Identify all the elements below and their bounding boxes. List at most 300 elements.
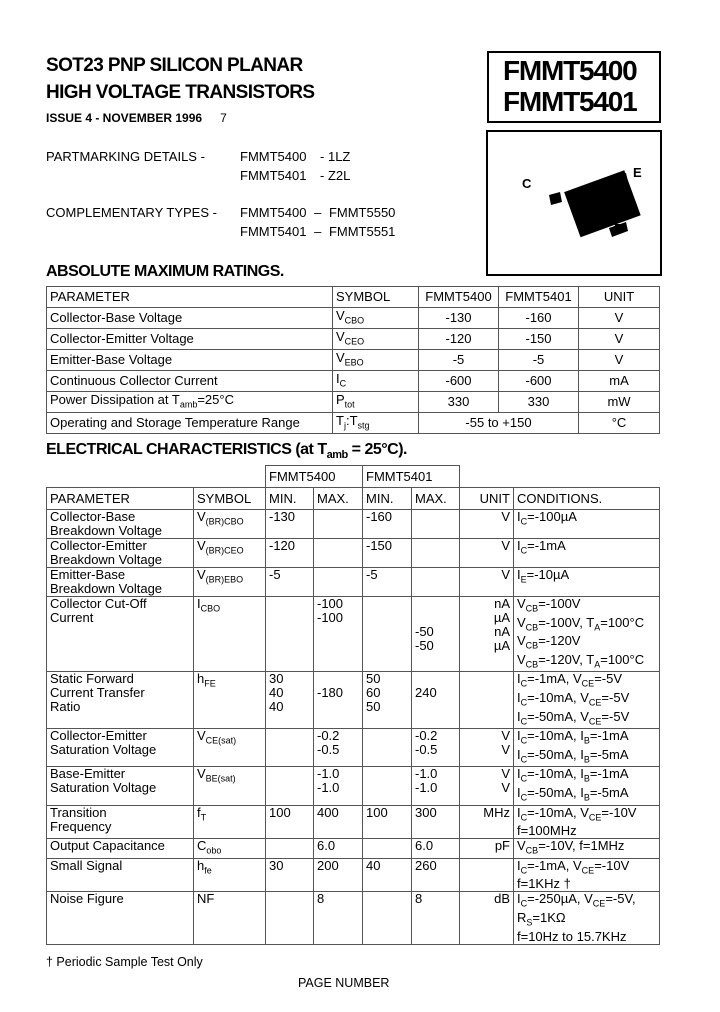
elec-min-5400 [266, 892, 314, 944]
condition-sub: C [520, 773, 528, 784]
elec-max-5401 [412, 858, 460, 892]
elec-h-max1: MAX. [314, 488, 363, 510]
condition-sub: CB [525, 640, 539, 651]
elec-title-sub: amb [326, 449, 348, 462]
condition-sub: CB [525, 659, 539, 670]
elec-param [47, 539, 194, 568]
elec-h-min1: MIN. [266, 488, 314, 510]
condition-sub: CB [525, 622, 539, 633]
elec-row [47, 767, 660, 805]
abs-value-5400: -600 [419, 371, 499, 392]
elec-h-unit: UNIT [460, 488, 514, 510]
elec-param [47, 729, 194, 767]
elec-param-line: Current [50, 610, 94, 625]
elec-max-5401-line [415, 672, 456, 686]
elec-min-5401-line: 100 [366, 804, 388, 820]
elec-unit [460, 672, 514, 729]
elec-param-line: Ratio [50, 699, 81, 715]
elec-conditions [514, 729, 660, 767]
elec-symbol [194, 839, 266, 859]
issue-line [46, 111, 227, 125]
condition-sub: B [583, 773, 590, 784]
elec-max-5400-line: 400 [317, 804, 339, 820]
condition-text: =-250µA, V [527, 891, 593, 907]
elec-param-line: Emitter-Base [50, 567, 126, 582]
elec-max-5401-line: -1.0 [415, 766, 438, 782]
partmarking-label: PARTMARKING DETAILS - [46, 149, 205, 164]
issue-text: ISSUE 4 - NOVEMBER 1996 [46, 111, 203, 125]
elec-min-5401 [363, 510, 412, 539]
condition-sub: E [520, 574, 527, 585]
abs-value-5400: -120 [419, 329, 499, 350]
footnote: † Periodic Sample Test Only [46, 955, 203, 969]
elec-min-5400-line: 40 [269, 685, 284, 701]
abs-unit: mA [579, 371, 660, 392]
abs-param [47, 371, 333, 392]
abs-h-5400: FMMT5400 [419, 287, 499, 308]
abs-unit: V [579, 308, 660, 329]
pin-b-label: B [614, 221, 624, 236]
condition-sub: C [520, 545, 528, 556]
symbol-sub: EBO [344, 357, 364, 368]
elec-max-5401-line [415, 597, 456, 611]
elec-max-5400 [314, 729, 363, 767]
condition-text: V [517, 596, 526, 611]
elec-unit [460, 767, 514, 805]
elec-unit-line: V [501, 509, 510, 524]
elec-param [47, 839, 194, 859]
elec-row [47, 672, 660, 729]
pm-sep-1: - [320, 149, 325, 164]
condition-sub: C [520, 735, 528, 746]
condition-sub: CE [588, 812, 602, 823]
condition-text: =100°C [600, 651, 645, 667]
abs-symbol [333, 392, 419, 413]
condition-text: =-1mA [527, 538, 566, 553]
elec-unit-line: V [501, 742, 510, 758]
elec-group-blank [47, 466, 266, 488]
elec-h-cond: CONDITIONS. [514, 488, 660, 510]
param-text: Continuous Collector Current [50, 373, 218, 388]
elec-conditions [514, 767, 660, 805]
symbol-main: I [336, 370, 340, 386]
elec-unit [460, 568, 514, 597]
elec-param-line: Collector-Emitter [50, 728, 147, 744]
elec-param-line: Static Forward [50, 671, 134, 687]
elec-min-5400 [266, 539, 314, 568]
elec-min-5401 [363, 767, 412, 805]
elec-param [47, 568, 194, 597]
param-tail: =25°C [197, 391, 234, 407]
condition-sub: CB [525, 845, 539, 856]
abs-unit: V [579, 350, 660, 371]
page-number: PAGE NUMBER [298, 976, 390, 990]
elec-min-5401 [363, 568, 412, 597]
comp-type-2: FMMT5551 [328, 224, 396, 239]
elec-max-5400 [314, 839, 363, 859]
condition-line [517, 616, 656, 635]
pin-c-label: C [522, 176, 532, 191]
abs-max-row [47, 350, 660, 371]
abs-value-5401: -150 [499, 329, 579, 350]
condition-text: I [517, 728, 521, 744]
symbol-main: V [197, 509, 206, 524]
elec-min-5400 [266, 568, 314, 597]
condition-line [517, 653, 656, 672]
condition-sub: B [583, 735, 590, 746]
condition-text: =-5V, [605, 891, 636, 907]
part-number-2: FMMT5401 [503, 86, 637, 117]
comp-part-2: FMMT5401 [240, 224, 307, 239]
elec-conditions [514, 568, 660, 597]
condition-text: f=10Hz to 15.7KHz [517, 928, 627, 944]
condition-text: I [517, 804, 521, 820]
elec-h-param: PARAMETER [47, 488, 194, 510]
symbol-sub: FE [204, 678, 216, 689]
condition-text: I [517, 671, 521, 687]
condition-text: =-50mA, V [527, 708, 589, 724]
elec-min-5401 [363, 892, 412, 944]
condition-sub: C [520, 898, 528, 909]
elec-param [47, 858, 194, 892]
elec-row [47, 892, 660, 944]
abs-param: Operating and Storage Temperature Range [47, 413, 333, 434]
elec-max-5400 [314, 767, 363, 805]
symbol-main: V [336, 349, 345, 365]
elec-conditions [514, 892, 660, 944]
symbol-sub: CBO [344, 315, 365, 326]
condition-sub: CB [525, 603, 539, 614]
elec-min-5401-line: -5 [366, 567, 378, 582]
elec-min-5401 [363, 729, 412, 767]
elec-min-5400-line: -5 [269, 567, 281, 582]
condition-text: I [517, 766, 521, 782]
elec-param-line: Breakdown Voltage [50, 523, 163, 538]
condition-sub: C [520, 812, 528, 823]
condition-text: =-10V, f=1MHz [538, 838, 625, 854]
elec-unit [460, 597, 514, 672]
elec-max-5400-line: 8 [317, 891, 325, 907]
symbol-sub: CBO [200, 603, 221, 614]
symbol-main: V [197, 567, 206, 582]
elec-max-5401 [412, 672, 460, 729]
condition-text: =-5mA [589, 746, 629, 762]
elec-unit-line: pF [494, 838, 510, 854]
condition-sub: C [520, 516, 528, 527]
condition-line [517, 597, 656, 616]
title-line-1: SOT23 PNP SILICON PLANAR [46, 55, 303, 76]
condition-text: =-5V [601, 708, 630, 724]
symbol-main: h [197, 857, 205, 873]
elec-min-5401-line: 50 [366, 699, 381, 715]
elec-max-5400-line: -0.2 [317, 728, 340, 744]
complementary-label: COMPLEMENTARY TYPES - [46, 205, 217, 220]
abs-max-title: ABSOLUTE MAXIMUM RATINGS. [46, 263, 284, 280]
abs-value-5401: -5 [499, 350, 579, 371]
pm-code-2: Z2L [327, 168, 351, 183]
elec-min-5401 [363, 839, 412, 859]
abs-symbol [333, 413, 419, 434]
elec-param [47, 672, 194, 729]
elec-h-symbol: SYMBOL [194, 488, 266, 510]
elec-min-5400 [266, 597, 314, 672]
elec-min-5400-line: 100 [269, 804, 291, 820]
elec-unit-line: MHz [483, 804, 510, 820]
comp-part-1: FMMT5400 [240, 205, 307, 220]
abs-max-row [47, 392, 660, 413]
elec-param-line: Saturation Voltage [50, 742, 157, 758]
condition-text: =-5mA [589, 784, 629, 800]
elec-param-line: Collector Cut-Off [50, 596, 147, 611]
elec-min-5400 [266, 510, 314, 539]
elec-max-5401-line: -50 [415, 638, 434, 653]
elec-max-5401-line: -0.5 [415, 742, 438, 758]
abs-symbol [333, 329, 419, 350]
elec-header-row [47, 488, 660, 510]
elec-param [47, 805, 194, 839]
condition-line [517, 710, 656, 729]
condition-sub: CE [592, 898, 606, 909]
symbol-sub: (BR)CBO [205, 516, 244, 527]
abs-h-unit: UNIT [579, 287, 660, 308]
elec-max-5401 [412, 767, 460, 805]
elec-min-5400 [266, 672, 314, 729]
elec-max-5401-line: 8 [415, 891, 423, 907]
symbol-main: V [197, 766, 206, 782]
elec-max-5400-line: 200 [317, 857, 339, 873]
abs-value-5400: -130 [419, 308, 499, 329]
elec-unit-line: V [501, 567, 510, 582]
elec-conditions [514, 858, 660, 892]
elec-param-line: Current Transfer [50, 685, 145, 701]
pm-code-1: 1LZ [327, 149, 351, 164]
condition-sub: C [520, 697, 528, 708]
abs-max-row [47, 329, 660, 350]
elec-conditions [514, 672, 660, 729]
elec-param-line: Breakdown Voltage [50, 581, 163, 596]
param-sub: amb [179, 399, 198, 410]
elec-symbol [194, 510, 266, 539]
pin-e-label: E [633, 165, 642, 180]
condition-sub: C [520, 716, 528, 727]
condition-line [517, 634, 656, 653]
condition-text: I [517, 857, 521, 873]
elec-h-max2: MAX. [412, 488, 460, 510]
condition-line [517, 786, 656, 805]
abs-symbol [333, 371, 419, 392]
symbol-main: V [197, 538, 206, 553]
elec-max-5400-line: -0.5 [317, 742, 340, 758]
symbol-sub: stg [357, 420, 370, 431]
elec-max-5400-line: -1.0 [317, 766, 340, 782]
elec-unit [460, 729, 514, 767]
elec-unit [460, 892, 514, 944]
elec-max-5401-line: -50 [415, 624, 434, 639]
symbol-main: h [197, 671, 205, 687]
elec-min-5401 [363, 597, 412, 672]
elec-param-line: Output Capacitance [50, 838, 165, 854]
elec-group-5400: FMMT5400 [266, 466, 363, 488]
elec-min-5400 [266, 729, 314, 767]
elec-group-row [47, 466, 660, 488]
symbol-sub: obo [206, 845, 222, 856]
elec-row [47, 568, 660, 597]
symbol-main: NF [197, 891, 215, 907]
elec-param-line: Collector-Base [50, 509, 136, 524]
elec-symbol [194, 729, 266, 767]
symbol-main: V [336, 328, 345, 344]
condition-line [517, 510, 656, 529]
symbol-sub: (BR)EBO [205, 574, 244, 585]
condition-text: =-1mA [589, 766, 629, 782]
elec-max-5401 [412, 729, 460, 767]
elec-row [47, 858, 660, 892]
condition-text: =-1mA, V [527, 671, 582, 687]
symbol-sub: T [200, 812, 207, 823]
condition-sub: B [583, 792, 590, 803]
elec-param [47, 510, 194, 539]
elec-min-5400-line: -120 [269, 538, 296, 553]
symbol-main: T [336, 412, 344, 428]
condition-sub: CE [581, 678, 595, 689]
elec-param-line: Noise Figure [50, 891, 124, 907]
comp-type-1: FMMT5550 [328, 205, 396, 220]
elec-title-post: = 25°C). [347, 441, 407, 458]
elec-title-pre: ELECTRICAL CHARACTERISTICS (at T [46, 441, 327, 458]
abs-temp-range: -55 to +150 [419, 413, 579, 434]
condition-line [517, 839, 656, 858]
elec-max-5401 [412, 510, 460, 539]
abs-value-5400: 330 [419, 392, 499, 413]
symbol-sub: fe [204, 865, 212, 876]
title [46, 52, 315, 106]
elec-min-5401 [363, 858, 412, 892]
elec-h-min2: MIN. [363, 488, 412, 510]
condition-text: =1KΩ [532, 909, 566, 925]
condition-line [517, 859, 656, 878]
symbol-sub: (BR)CEO [205, 545, 244, 556]
abs-h-symbol: SYMBOL [333, 287, 419, 308]
elec-max-5400 [314, 539, 363, 568]
symbol-main: V [197, 728, 206, 744]
condition-line [517, 911, 656, 930]
elec-min-5401-line: -160 [366, 509, 393, 524]
elec-conditions [514, 510, 660, 539]
elec-unit-line: V [501, 780, 510, 796]
symbol-main: V [336, 307, 345, 323]
condition-text: =-100µA [527, 509, 577, 524]
elec-min-5401-line: -150 [366, 538, 393, 553]
condition-line [517, 748, 656, 767]
condition-text: I [517, 509, 521, 524]
elec-unit-line: V [501, 766, 510, 782]
elec-param [47, 767, 194, 805]
condition-text: =-10mA, I [527, 728, 584, 744]
elec-min-5400-line: 40 [269, 699, 284, 715]
abs-unit: V [579, 329, 660, 350]
elec-unit [460, 858, 514, 892]
condition-line [517, 568, 656, 587]
elec-min-5401-line: 40 [366, 857, 381, 873]
abs-symbol [333, 350, 419, 371]
elec-unit [460, 839, 514, 859]
param-text: Collector-Emitter Voltage [50, 331, 194, 346]
elec-param-line: Transition [50, 804, 107, 820]
elec-max-5401-line: 260 [415, 857, 437, 873]
elec-conditions [514, 805, 660, 839]
abs-symbol [333, 308, 419, 329]
condition-text: =-100V [538, 596, 581, 611]
symbol-main: I [197, 596, 201, 611]
elec-symbol [194, 672, 266, 729]
elec-max-5400 [314, 510, 363, 539]
elec-max-5400-line: -100 [317, 610, 344, 625]
elec-row [47, 510, 660, 539]
condition-text: I [517, 708, 521, 724]
elec-row [47, 597, 660, 672]
elec-unit-line: µA [493, 610, 510, 625]
condition-text: =-10mA, I [527, 766, 584, 782]
complementary-list [240, 203, 395, 241]
elec-param-line: Base-Emitter [50, 766, 126, 782]
condition-text: I [517, 689, 521, 705]
symbol-sep: :T [345, 412, 358, 428]
symbol-sub: BE(sat) [205, 773, 236, 784]
elec-min-5401 [363, 539, 412, 568]
elec-max-5401-line: 6.0 [415, 838, 434, 854]
elec-max-5401-line: 300 [415, 804, 437, 820]
elec-min-5400-line: 30 [269, 671, 284, 687]
condition-text: I [517, 538, 521, 553]
elec-symbol [194, 597, 266, 672]
elec-unit [460, 510, 514, 539]
condition-text: V [517, 614, 526, 630]
condition-line [517, 892, 656, 911]
condition-text: f=100MHz [517, 823, 577, 839]
elec-symbol [194, 568, 266, 597]
condition-text: =-100V, T [538, 614, 595, 630]
part-number-1: FMMT5400 [503, 55, 637, 86]
elec-max-5400 [314, 672, 363, 729]
elec-max-5401-line: 240 [415, 685, 437, 701]
abs-max-table [46, 286, 660, 434]
elec-max-5400 [314, 568, 363, 597]
abs-max-row [47, 413, 660, 434]
condition-text: =-120V, T [538, 651, 595, 667]
elec-max-5400 [314, 597, 363, 672]
issue-page: 7 [220, 111, 227, 125]
abs-value-5401: -160 [499, 308, 579, 329]
condition-sub: C [520, 754, 528, 765]
param-text: Collector-Base Voltage [50, 310, 183, 325]
title-line-2: HIGH VOLTAGE TRANSISTORS [46, 82, 315, 103]
elec-unit-line: nA [494, 596, 510, 611]
abs-h-param: PARAMETER [47, 287, 333, 308]
elec-unit [460, 805, 514, 839]
elec-min-5401 [363, 805, 412, 839]
comp-sep-1: – [314, 205, 322, 220]
condition-line [517, 729, 656, 748]
elec-max-5400-line: 6.0 [317, 838, 336, 854]
elec-conditions [514, 539, 660, 568]
condition-text: =-1mA [589, 728, 629, 744]
symbol-sub: CE(sat) [205, 735, 237, 746]
elec-param-line: Frequency [50, 818, 112, 834]
symbol-main: P [336, 391, 345, 407]
abs-max-row [47, 308, 660, 329]
elec-row [47, 539, 660, 568]
pm-part-2: FMMT5401 [240, 168, 307, 183]
